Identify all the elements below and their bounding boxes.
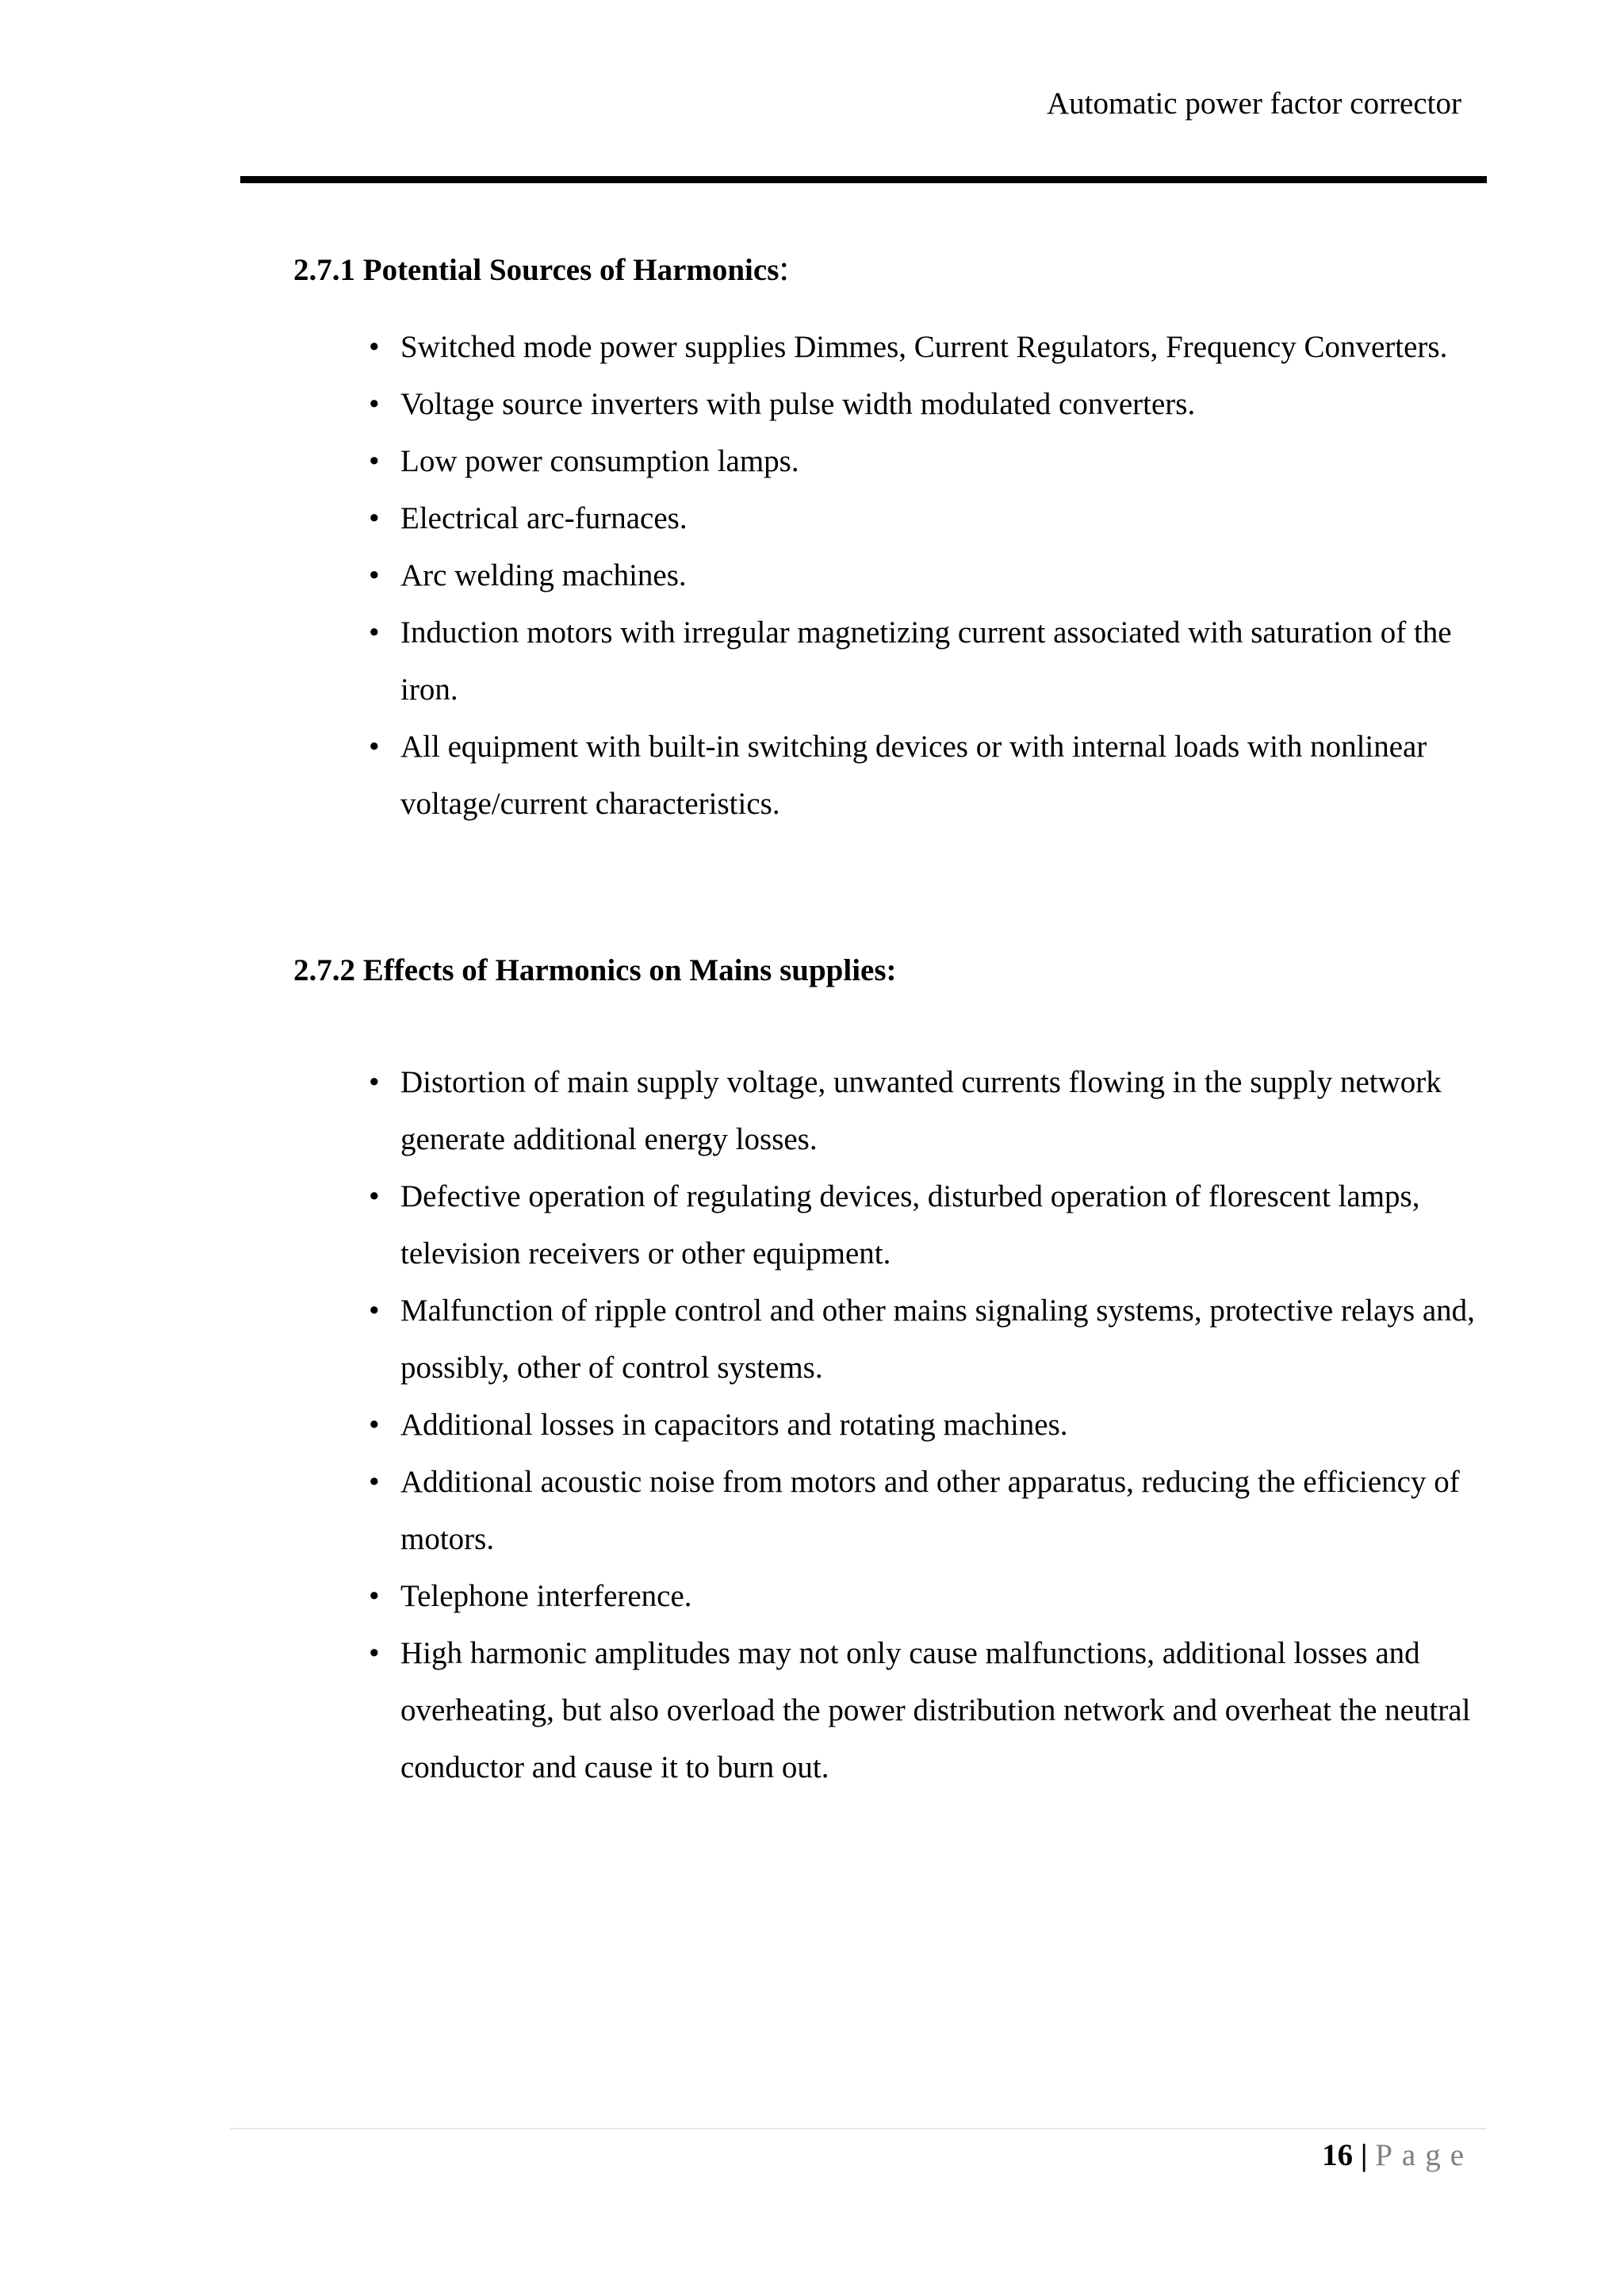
footer-rule [230,2128,1487,2129]
bullet-icon: • [369,444,380,478]
bullet-icon: • [369,1579,380,1613]
list-item-text: Distortion of main supply voltage, unwanted currents flowing in the supply network generate additional energy losses. [400,1065,1442,1156]
section-heading-potential-sources [293,246,789,289]
list-item [369,1168,1487,1282]
running-header: Automatic power factor corrector [1047,86,1461,121]
bullet-icon: • [369,1636,380,1670]
list-item [369,1054,1487,1168]
list-item [369,1625,1487,1796]
list-item [369,604,1487,719]
list-item-text: Electrical arc-furnaces. [400,501,688,535]
bullet-icon: • [369,501,380,535]
bullet-icon: • [369,558,380,592]
list-item [369,319,1487,376]
list-item [369,1568,1487,1625]
list-item [369,547,1487,604]
bullet-icon: • [369,1408,380,1442]
potential-sources-list [369,319,1487,833]
section-heading-colon: : [779,247,790,288]
bullet-icon: • [369,1294,380,1328]
page-number [1322,2129,1473,2182]
list-item [369,1282,1487,1397]
list-item [369,433,1487,490]
list-item [369,1454,1487,1568]
bullet-icon: • [369,615,380,650]
list-item-text: Low power consumption lamps. [400,444,799,478]
bullet-icon: • [369,1465,380,1499]
header-rule [240,176,1487,183]
list-item-text: Telephone interference. [400,1579,692,1613]
bullet-icon: • [369,1179,380,1213]
list-item [369,376,1487,433]
bullet-icon: • [369,1065,380,1099]
list-item-text: Switched mode power supplies Dimmes, Current Regulators, Frequency Converters. [400,330,1448,364]
section-heading-effects [293,953,897,990]
bullet-icon: • [369,387,380,421]
list-item [369,719,1487,833]
list-item-text: Voltage source inverters with pulse width modulated converters. [400,387,1196,421]
section-heading-text: 2.7.2 Effects of Harmonics on Mains supplies: [293,953,897,987]
page-number-separator: | [1360,2138,1368,2172]
list-item [369,490,1487,547]
bullet-icon: • [369,730,380,764]
list-item-text: Arc welding machines. [400,558,687,592]
list-item-text: Defective operation of regulating devices, disturbed operation of florescent lamps, television receivers or other equipment. [400,1179,1420,1271]
section-heading-text: 2.7.1 Potential Sources of Harmonics [293,253,779,287]
effects-list [369,1054,1487,1796]
list-item-text: Additional acoustic noise from motors and other apparatus, reducing the efficiency of motors. [400,1465,1460,1556]
list-item-text: High harmonic amplitudes may not only cause malfunctions, additional losses and overheating, but also overload the power distribution network and overheat the neutral conductor and cause it to burn out. [400,1636,1471,1784]
list-item-text: Induction motors with irregular magnetizing current associated with saturation of the iron. [400,615,1452,707]
page-number-value: 16 [1322,2138,1354,2172]
bullet-icon: • [369,330,380,364]
list-item-text: Additional losses in capacitors and rotating machines. [400,1408,1068,1442]
page-label: Page [1375,2138,1473,2172]
list-item-text: All equipment with built-in switching devices or with internal loads with nonlinear voltage/current characteristics. [400,730,1427,821]
list-item-text: Malfunction of ripple control and other mains signaling systems, protective relays and, possibly, other of control systems. [400,1294,1475,1385]
list-item [369,1397,1487,1454]
